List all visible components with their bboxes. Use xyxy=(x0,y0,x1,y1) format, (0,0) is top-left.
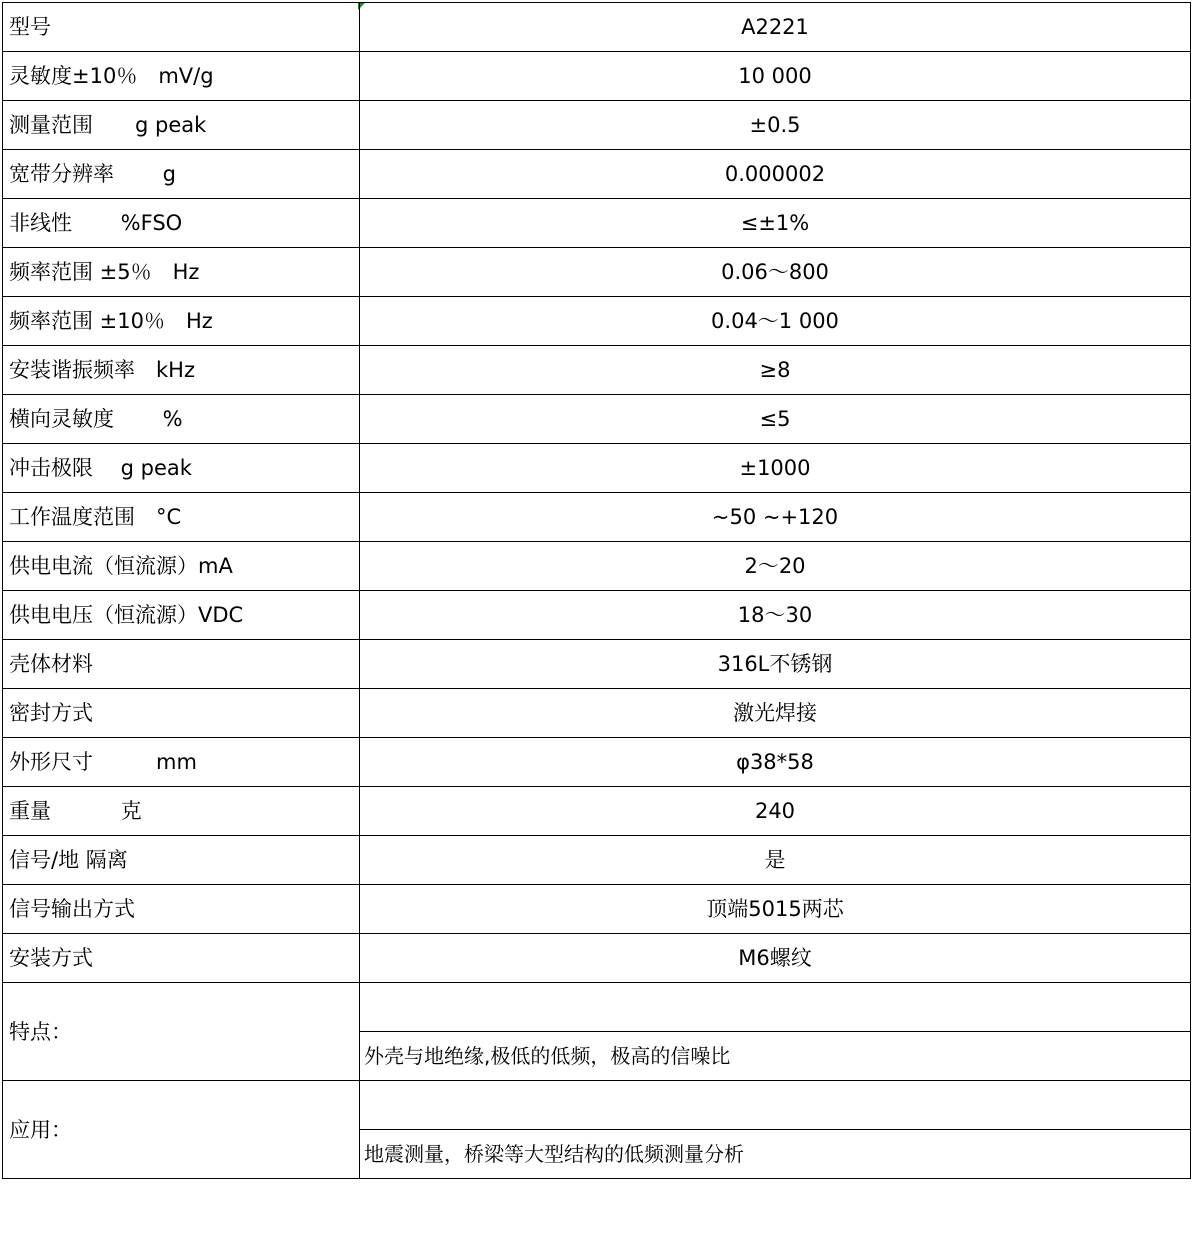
applications-label: 应用： xyxy=(3,1081,360,1179)
spec-label: 测量范围 g peak xyxy=(3,101,360,150)
table-row xyxy=(3,640,1191,689)
spec-label: 供电电压（恒流源）VDC xyxy=(3,591,360,640)
spec-value: 18～30 xyxy=(360,591,1191,640)
features-blank-cell xyxy=(360,983,1191,1032)
table-row xyxy=(3,395,1191,444)
table-row xyxy=(3,836,1191,885)
spec-label: 信号/地 隔离 xyxy=(3,836,360,885)
table-row xyxy=(3,444,1191,493)
table-row xyxy=(3,738,1191,787)
table-row xyxy=(3,150,1191,199)
features-text: 外壳与地绝缘,极低的低频，极高的信噪比 xyxy=(360,1032,1191,1081)
table-row xyxy=(3,934,1191,983)
table-row xyxy=(3,346,1191,395)
table-row xyxy=(3,493,1191,542)
spec-label: 工作温度范围 °C xyxy=(3,493,360,542)
spec-label: 外形尺寸 mm xyxy=(3,738,360,787)
spec-value: 是 xyxy=(360,836,1191,885)
table-row xyxy=(3,199,1191,248)
spec-label: 型号 xyxy=(3,3,360,52)
spec-label: 重量 克 xyxy=(3,787,360,836)
spec-value: 0.04～1 000 xyxy=(360,297,1191,346)
spec-label: 非线性 %FSO xyxy=(3,199,360,248)
spec-label: 灵敏度±10％ mV/g xyxy=(3,52,360,101)
features-row xyxy=(3,983,1191,1032)
table-row xyxy=(3,787,1191,836)
table-row xyxy=(3,591,1191,640)
spec-value: ≤5 xyxy=(360,395,1191,444)
spec-value: φ38*58 xyxy=(360,738,1191,787)
spec-label: 安装谐振频率 kHz xyxy=(3,346,360,395)
spec-label: 频率范围 ±5％ Hz xyxy=(3,248,360,297)
table-row xyxy=(3,297,1191,346)
spec-value: 2～20 xyxy=(360,542,1191,591)
spec-label: 横向灵敏度 % xyxy=(3,395,360,444)
table-row xyxy=(3,3,1191,52)
table-row xyxy=(3,542,1191,591)
spec-value: 10 000 xyxy=(360,52,1191,101)
spec-value: ≤±1% xyxy=(360,199,1191,248)
spec-value: ≥8 xyxy=(360,346,1191,395)
spec-value: ~50 ~+120 xyxy=(360,493,1191,542)
spec-label: 冲击极限 g peak xyxy=(3,444,360,493)
spec-value: M6螺纹 xyxy=(360,934,1191,983)
table-row xyxy=(3,101,1191,150)
spec-value: ±1000 xyxy=(360,444,1191,493)
table-row xyxy=(3,248,1191,297)
spec-value: 激光焊接 xyxy=(360,689,1191,738)
table-row xyxy=(3,885,1191,934)
applications-text: 地震测量，桥梁等大型结构的低频测量分析 xyxy=(360,1130,1191,1179)
spec-value: 顶端5015两芯 xyxy=(360,885,1191,934)
applications-blank-cell xyxy=(360,1081,1191,1130)
spec-value: 240 xyxy=(360,787,1191,836)
spec-label: 频率范围 ±10％ Hz xyxy=(3,297,360,346)
spec-value: 0.06～800 xyxy=(360,248,1191,297)
spec-label: 密封方式 xyxy=(3,689,360,738)
spec-value: ±0.5 xyxy=(360,101,1191,150)
spec-value: 0.000002 xyxy=(360,150,1191,199)
features-label: 特点： xyxy=(3,983,360,1081)
spec-label: 信号输出方式 xyxy=(3,885,360,934)
spec-label: 壳体材料 xyxy=(3,640,360,689)
applications-row xyxy=(3,1081,1191,1130)
spec-value: 316L不锈钢 xyxy=(360,640,1191,689)
spec-label: 安装方式 xyxy=(3,934,360,983)
spec-label: 供电电流（恒流源）mA xyxy=(3,542,360,591)
spec-label: 宽带分辨率 g xyxy=(3,150,360,199)
spec-value: A2221 xyxy=(360,3,1191,52)
table-row xyxy=(3,689,1191,738)
table-row xyxy=(3,52,1191,101)
spec-table xyxy=(2,2,1191,1179)
